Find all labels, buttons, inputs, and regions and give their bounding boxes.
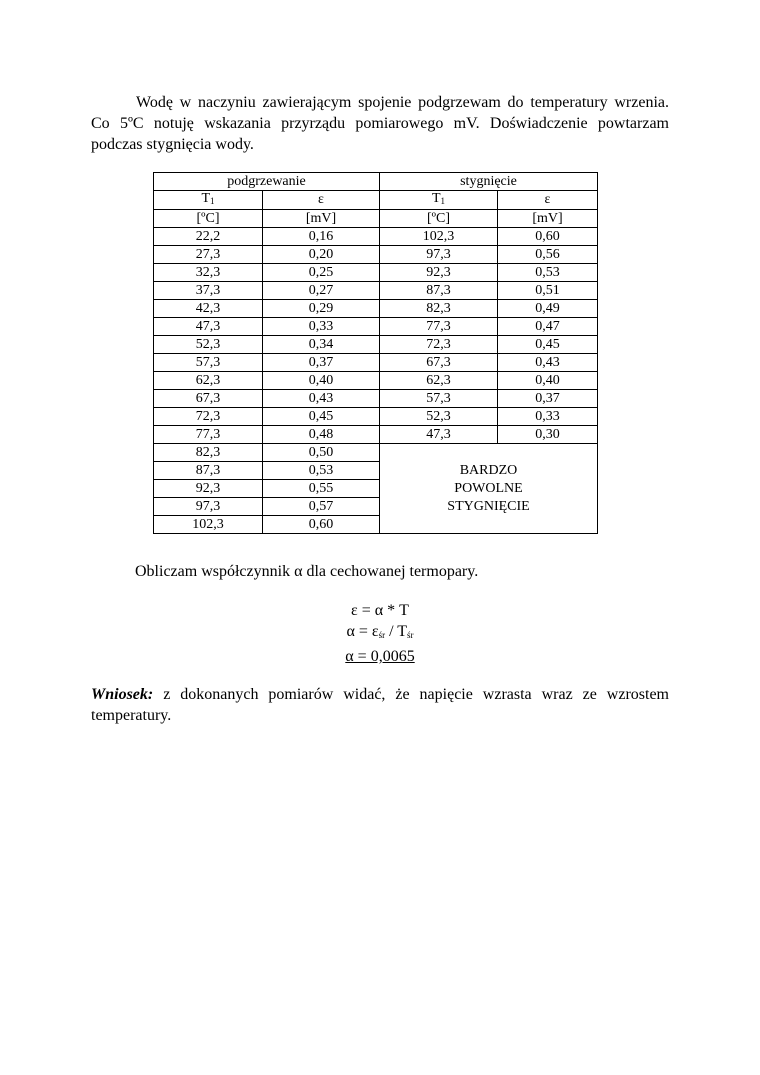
cooling-temp-cell: 77,3: [380, 318, 498, 336]
cooling-voltage-cell: 0,53: [498, 264, 598, 282]
heating-temp-cell: 72,3: [154, 408, 263, 426]
heating-voltage-cell: 0,34: [263, 336, 380, 354]
heating-temp-cell: 82,3: [154, 444, 263, 462]
heating-voltage-cell: 0,55: [263, 480, 380, 498]
heating-unit-eps: [mV]: [263, 210, 380, 228]
table-row: [154, 300, 598, 318]
table-row: [154, 408, 598, 426]
heating-temp-cell: 22,2: [154, 228, 263, 246]
cooling-voltage-cell: 0,45: [498, 336, 598, 354]
heating-voltage-cell: 0,37: [263, 354, 380, 372]
heating-temp-cell: 67,3: [154, 390, 263, 408]
cooling-temp-cell: 82,3: [380, 300, 498, 318]
cooling-voltage-cell: 0,43: [498, 354, 598, 372]
heating-voltage-cell: 0,50: [263, 444, 380, 462]
heating-voltage-cell: 0,43: [263, 390, 380, 408]
conclusion-label: Wniosek:: [91, 686, 154, 703]
heating-temp-cell: 57,3: [154, 354, 263, 372]
heating-voltage-cell: 0,60: [263, 516, 380, 534]
conclusion-paragraph: [91, 684, 669, 726]
cooling-temp-cell: 62,3: [380, 372, 498, 390]
intro-paragraph: Wodę w naczyniu zawierającym spojenie podgrzewam do temperatury wrzenia. Co 5ºC notuję wskazania przyrządu pomiarowego mV. Doświadczenie powtarzam podczas stygnięcia wody.: [91, 94, 669, 153]
cooling-voltage-cell: 0,30: [498, 426, 598, 444]
table-header-row: [154, 173, 598, 191]
note-line: STYGNIĘCIE: [447, 498, 530, 514]
heating-temp-cell: 87,3: [154, 462, 263, 480]
heating-temp-cell: 97,3: [154, 498, 263, 516]
heating-voltage-cell: 0,53: [263, 462, 380, 480]
cooling-col-eps: ε: [498, 191, 598, 210]
heating-temp-cell: 62,3: [154, 372, 263, 390]
heating-temp-cell: 92,3: [154, 480, 263, 498]
heating-voltage-cell: 0,48: [263, 426, 380, 444]
slow-cooling-note: [380, 444, 598, 534]
heating-voltage-cell: 0,33: [263, 318, 380, 336]
cooling-unit-T: [ºC]: [380, 210, 498, 228]
heating-temp-cell: 37,3: [154, 282, 263, 300]
cooling-temp-cell: 102,3: [380, 228, 498, 246]
cooling-unit-eps: [mV]: [498, 210, 598, 228]
note-line: POWOLNE: [454, 480, 523, 496]
table-row: [154, 228, 598, 246]
heating-voltage-cell: 0,20: [263, 246, 380, 264]
cooling-voltage-cell: 0,56: [498, 246, 598, 264]
heating-temp-cell: 77,3: [154, 426, 263, 444]
table-row: [154, 318, 598, 336]
formula-result: α = 0,0065: [345, 648, 415, 665]
heating-col-T: $T_1$: [154, 191, 263, 210]
heating-temp-cell: 42,3: [154, 300, 263, 318]
table-row: [154, 390, 598, 408]
cooling-temp-cell: 97,3: [380, 246, 498, 264]
cooling-voltage-cell: 0,60: [498, 228, 598, 246]
cooling-voltage-cell: 0,40: [498, 372, 598, 390]
formula-line-2: $\alpha = \varepsilon_{śr} / T_{śr}$: [346, 623, 414, 640]
measurement-table: [153, 172, 598, 534]
cooling-temp-cell: 87,3: [380, 282, 498, 300]
cooling-voltage-cell: 0,33: [498, 408, 598, 426]
heating-temp-cell: 32,3: [154, 264, 263, 282]
heating-col-eps: ε: [263, 191, 380, 210]
table-symbol-row: [154, 191, 598, 210]
conclusion-text: z dokonanych pomiarów widać, że napięcie wzrasta wraz ze wzrostem temperatury.: [91, 686, 669, 724]
heating-temp-cell: 102,3: [154, 516, 263, 534]
cooling-temp-cell: 47,3: [380, 426, 498, 444]
table-row: [154, 246, 598, 264]
heating-voltage-cell: 0,16: [263, 228, 380, 246]
table-unit-row: [154, 210, 598, 228]
table-row: [154, 282, 598, 300]
cooling-voltage-cell: 0,37: [498, 390, 598, 408]
table-row: [154, 372, 598, 390]
heating-header: podgrzewanie: [154, 173, 380, 191]
table-row: [154, 264, 598, 282]
cooling-temp-cell: 67,3: [380, 354, 498, 372]
table-row: [154, 336, 598, 354]
heating-unit-T: [ºC]: [154, 210, 263, 228]
cooling-col-T: $T_1$: [380, 191, 498, 210]
heating-temp-cell: 52,3: [154, 336, 263, 354]
cooling-temp-cell: 57,3: [380, 390, 498, 408]
heating-voltage-cell: 0,27: [263, 282, 380, 300]
heating-voltage-cell: 0,25: [263, 264, 380, 282]
cooling-voltage-cell: 0,49: [498, 300, 598, 318]
heating-voltage-cell: 0,45: [263, 408, 380, 426]
heating-voltage-cell: 0,40: [263, 372, 380, 390]
cooling-temp-cell: 92,3: [380, 264, 498, 282]
table-row: [154, 354, 598, 372]
cooling-voltage-cell: 0,47: [498, 318, 598, 336]
formula-line-1: ε = α * T: [351, 602, 409, 619]
calc-sentence: Obliczam współczynnik α dla cechowanej termopary.: [135, 563, 479, 580]
heating-temp-cell: 47,3: [154, 318, 263, 336]
formula-block: [230, 600, 530, 667]
cooling-header: stygnięcie: [380, 173, 598, 191]
note-line: BARDZO: [459, 462, 518, 478]
heating-voltage-cell: 0,57: [263, 498, 380, 516]
cooling-voltage-cell: 0,51: [498, 282, 598, 300]
table-row: [154, 426, 598, 444]
heating-voltage-cell: 0,29: [263, 300, 380, 318]
table-row: [154, 444, 598, 462]
heating-temp-cell: 27,3: [154, 246, 263, 264]
cooling-temp-cell: 52,3: [380, 408, 498, 426]
cooling-temp-cell: 72,3: [380, 336, 498, 354]
